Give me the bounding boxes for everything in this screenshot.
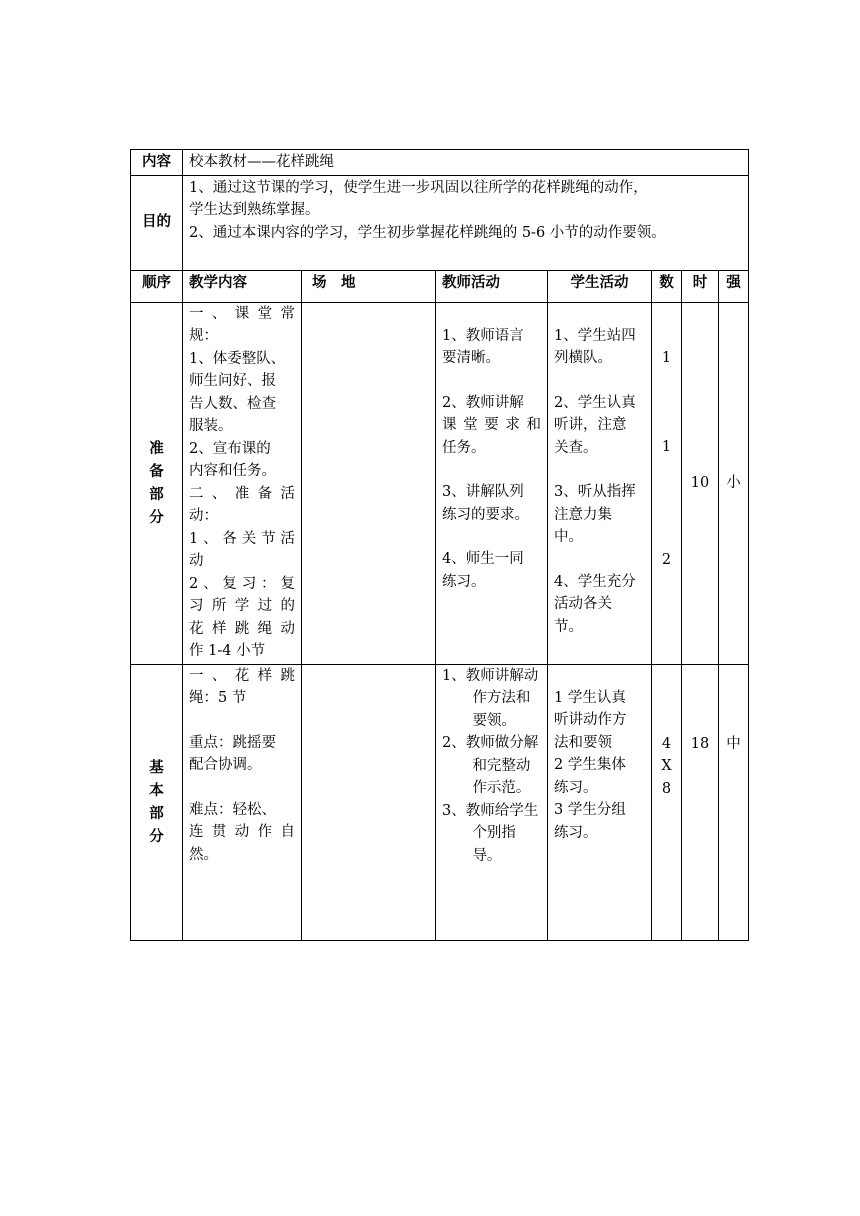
prep-venue (302, 302, 436, 664)
basic-student-line: 练习。 (554, 779, 598, 796)
goal-text (183, 175, 749, 270)
prep-content-line: 2、宣布课的 (189, 440, 271, 457)
basic-teacher-activity (436, 664, 548, 940)
basic-difficult-point: 难点：轻松、 (189, 801, 276, 818)
basic-student-line: 听讲动作方 (554, 712, 627, 728)
basic-content-line: 绳：5 节 (189, 690, 247, 706)
prep-teacher-line: 任务。 (442, 439, 486, 456)
header-intensity: 强 (719, 270, 749, 302)
prep-teacher-line: 练习的要求。 (442, 506, 529, 523)
basic-count-char: 8 (661, 780, 672, 797)
header-time: 时 (682, 270, 719, 302)
basic-count-char: X (661, 758, 672, 774)
header-teaching-content: 教学内容 (183, 270, 302, 302)
basic-student-line: 1 学生认真 (554, 689, 626, 706)
prep-student-line: 1、学生站四 (554, 327, 636, 344)
basic-count (652, 664, 682, 940)
header-row (131, 270, 749, 302)
basic-label-char: 基 (149, 759, 164, 776)
basic-section-label (131, 664, 183, 940)
prep-section-label (131, 302, 183, 664)
basic-count-char: 4 (661, 735, 672, 752)
prep-student-line: 活动各关 (554, 596, 612, 612)
prep-teacher-activity (436, 302, 548, 664)
prep-student-line: 关查。 (554, 439, 598, 456)
header-count: 数 (652, 270, 682, 302)
prep-content-line: 服装。 (189, 418, 233, 434)
prep-label-char: 部 (149, 486, 164, 503)
prep-label-char: 备 (149, 463, 164, 480)
prep-section-row (131, 302, 749, 664)
prep-count-value: 1 (661, 349, 672, 366)
prep-teacher-line: 练习。 (442, 573, 486, 590)
basic-label-char: 分 (149, 828, 164, 845)
prep-content-line: 规： (189, 328, 218, 344)
prep-content-line: 动： (189, 508, 218, 524)
basic-teaching-content (183, 664, 302, 940)
goal-row (131, 175, 749, 270)
content-label: 内容 (131, 150, 183, 176)
prep-content-line: 1、体委整队、 (189, 350, 286, 367)
prep-teacher-line: 2、教师讲解 (442, 394, 524, 411)
header-teacher-activity: 教师活动 (436, 270, 548, 302)
header-venue: 场 地 (302, 270, 436, 302)
prep-student-line: 中。 (554, 529, 583, 545)
basic-student-line: 法和要领 (554, 734, 612, 751)
basic-teacher-item: 3、教师给学生个别指导。 (442, 802, 539, 864)
prep-content-line: 作 1-4 小节 (189, 643, 266, 659)
goal-line: 学生达到熟练掌握。 (189, 202, 320, 218)
prep-content-line: 告人数、检查 (189, 395, 276, 412)
prep-teacher-line: 4、师生一同 (442, 551, 524, 567)
prep-student-activity (548, 302, 652, 664)
basic-student-activity (548, 664, 652, 940)
goal-line: 2、通过本课内容的学习，学生初步掌握花样跳绳的 5-6 小节的动作要领。 (189, 224, 666, 241)
prep-content-line: 花样跳绳动 (189, 620, 295, 637)
prep-content-line: 1、各关节活 (189, 530, 295, 547)
basic-label-char: 本 (149, 782, 164, 799)
prep-time: 10 (682, 302, 719, 664)
prep-teacher-line: 1、教师语言 (442, 327, 524, 344)
lesson-plan-table (130, 149, 749, 941)
basic-teacher-item: 1、教师讲解动作方法和要领。 (442, 667, 539, 729)
prep-student-line: 听讲，注意 (554, 417, 627, 433)
prep-student-line: 2、学生认真 (554, 394, 636, 411)
prep-content-line: 二、准备活 (189, 485, 295, 502)
prep-student-line: 3、听从指挥 (554, 484, 636, 500)
prep-teacher-line: 3、讲解队列 (442, 484, 524, 500)
content-row (131, 150, 749, 176)
prep-student-line: 注意力集 (554, 506, 612, 523)
goal-label: 目的 (131, 175, 183, 270)
goal-line: 1、通过这节课的学习，使学生进一步巩固以往所学的花样跳绳的动作， (189, 179, 648, 196)
header-student-activity: 学生活动 (548, 270, 652, 302)
basic-section-row (131, 664, 749, 940)
header-order: 顺序 (131, 270, 183, 302)
basic-key-point: 重点：跳摇要 (189, 734, 276, 751)
prep-student-line: 4、学生充分 (554, 573, 636, 590)
basic-student-line: 练习。 (554, 824, 598, 841)
basic-intensity: 中 (719, 664, 749, 940)
prep-count (652, 302, 682, 664)
prep-label-char: 分 (149, 509, 164, 526)
prep-content-line: 2、复习：复 (189, 575, 295, 592)
prep-teacher-line: 要清晰。 (442, 350, 500, 366)
prep-content-line: 习所学过的 (189, 598, 295, 614)
basic-content-line: 一、花样跳 (189, 667, 295, 684)
basic-venue (302, 664, 436, 940)
prep-content-line: 一、课堂常 (189, 305, 295, 322)
prep-content-line: 师生问好、报 (189, 373, 276, 389)
basic-key-point: 配合协调。 (189, 757, 262, 773)
content-value: 校本教材——花样跳绳 (183, 150, 749, 176)
prep-intensity: 小 (719, 302, 749, 664)
prep-content-line: 动 (189, 553, 204, 569)
prep-count-value: 2 (661, 551, 672, 568)
prep-student-line: 节。 (554, 618, 583, 635)
basic-student-line: 3 学生分组 (554, 802, 626, 818)
prep-teaching-content (183, 302, 302, 664)
basic-difficult-point: 然。 (189, 846, 218, 863)
basic-time: 18 (682, 664, 719, 940)
prep-label-char: 准 (149, 440, 164, 457)
basic-student-line: 2 学生集体 (554, 757, 626, 773)
basic-label-char: 部 (149, 805, 164, 822)
prep-count-value: 1 (661, 439, 672, 455)
prep-teacher-line: 课堂要求和 (442, 417, 541, 433)
basic-difficult-point: 连贯动作自 (189, 824, 295, 840)
basic-teacher-item: 2、教师做分解和完整动作示范。 (442, 735, 539, 796)
prep-content-line: 内容和任务。 (189, 463, 276, 479)
prep-student-line: 列横队。 (554, 350, 612, 366)
